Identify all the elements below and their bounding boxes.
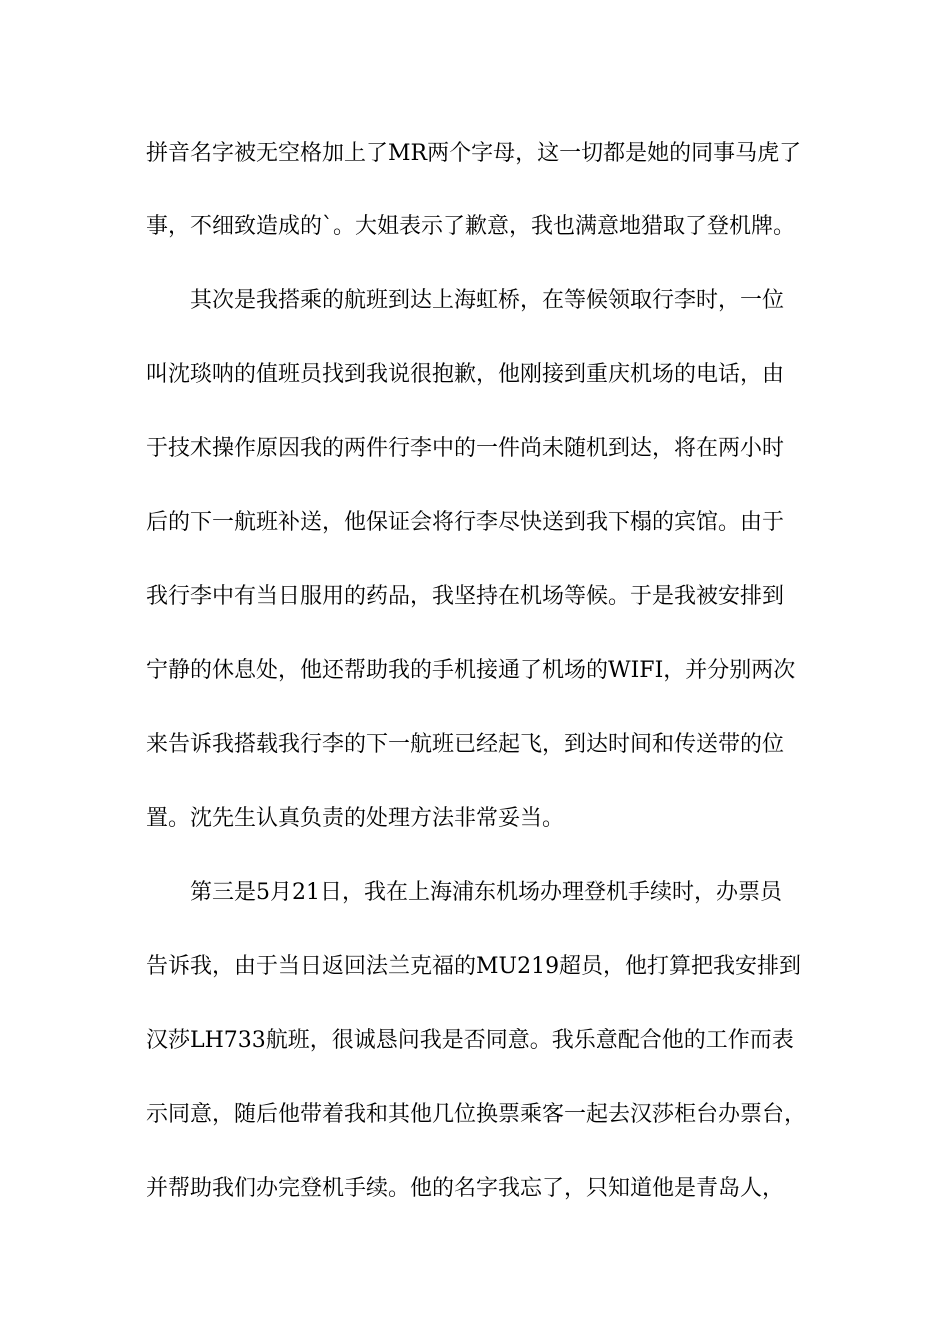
text-line-10: 置。沈先生认真负责的处理方法非常妥当。: [146, 806, 565, 831]
text-line-14: 示同意，随后他带着我和其他几位换票乘客一起去汉莎柜台办票台，: [146, 1102, 807, 1127]
text-line-2: 事，不细致造成的`。大姐表示了歉意，我也满意地猎取了登机牌。: [146, 214, 796, 239]
paragraph-2-line-1: 其次是我搭乘的航班到达上海虹桥，在等候领取行李时，一位: [190, 288, 785, 313]
text-line-5: 于技术操作原因我的两件行李中的一件尚未随机到达，将在两小时: [146, 436, 785, 461]
text-line-7: 我行李中有当日服用的药品，我坚持在机场等候。于是我被安排到: [146, 584, 785, 609]
text-line-4: 叫沈琰呐的值班员找到我说很抱歉，他刚接到重庆机场的电话，由: [146, 362, 785, 387]
text-line-13: 汉莎LH733航班，很诚恳问我是否同意。我乐意配合他的工作而表: [146, 1028, 794, 1053]
text-line-12: 告诉我，由于当日返回法兰克福的MU219超员，他打算把我安排到: [146, 954, 802, 979]
paragraph-3-line-1: 第三是5月21日，我在上海浦东机场办理登机手续时，办票员: [190, 880, 782, 905]
text-line-15: 并帮助我们办完登机手续。他的名字我忘了，只知道他是青岛人，: [146, 1176, 785, 1201]
text-line-1: 拼音名字被无空格加上了MR两个字母，这一切都是她的同事马虎了: [146, 141, 802, 166]
text-line-9: 来告诉我搭载我行李的下一航班已经起飞，到达时间和传送带的位: [146, 732, 785, 757]
text-line-8: 宁静的休息处，他还帮助我的手机接通了机场的WIFI，并分别两次: [146, 658, 796, 683]
text-line-6: 后的下一航班补送，他保证会将行李尽快送到我下榻的宾馆。由于: [146, 510, 785, 535]
